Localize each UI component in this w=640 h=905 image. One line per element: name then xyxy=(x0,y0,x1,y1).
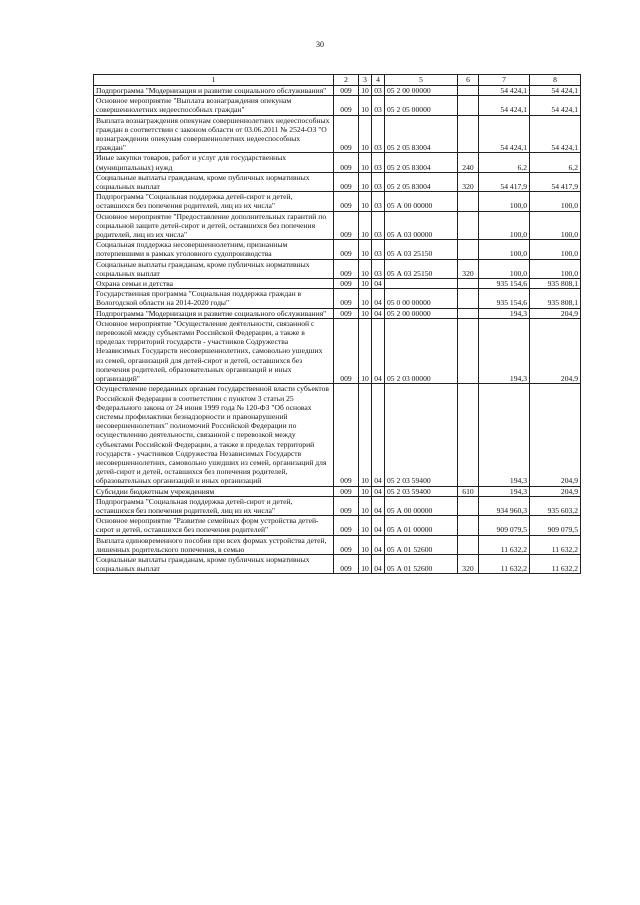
item-name-cell: Основное мероприятие "Выплата вознаграждения опекунам совершеннолетних недееспособных граждан" xyxy=(94,96,334,115)
item-name-cell: Социальная поддержка несовершеннолетним, признанным потерпевшими в рамках уголовного судопроизводства xyxy=(94,240,334,259)
item-name-cell: Основное мероприятие "Предоставление дополнительных гарантий по социальной защите детей-сирот и детей, оставшихся без попечения родителей, лиц из их числа" xyxy=(94,211,334,240)
section-code-cell: 10 xyxy=(359,318,372,383)
table-row xyxy=(94,279,581,289)
amount-col8-cell: 11 632,2 xyxy=(530,535,581,554)
department-code-cell: 009 xyxy=(334,86,359,96)
amount-col8-cell: 935 808,1 xyxy=(530,289,581,308)
table-row xyxy=(94,115,581,153)
table-row xyxy=(94,535,581,554)
item-name-cell: Основное мероприятие "Осуществление деятельности, связанной с перевозкой между субъектами Российской Федерации, а также в пределах территорий государств - участников Содружества Независимых Государств несовершеннолетних, самовольно ушедших из семей, организаций для детей-сирот и детей, оставшихся без попечения родителей, образовательных организаций и иных организаций" xyxy=(94,318,334,383)
department-code-cell: 009 xyxy=(334,318,359,383)
section-code-cell: 10 xyxy=(359,153,372,172)
amount-col8-cell: 204,9 xyxy=(530,318,581,383)
table-row xyxy=(94,384,581,486)
item-name-cell: Выплата единовременного пособия при всех формах устройства детей, лишенных родительского попечения, в семью xyxy=(94,535,334,554)
amount-col7-cell: 194,3 xyxy=(479,318,530,383)
amount-col8-cell: 935 808,1 xyxy=(530,279,581,289)
subsection-code-cell: 04 xyxy=(372,318,385,383)
target-article-cell: 05 2 05 83004 xyxy=(385,153,458,172)
target-article-cell: 05 А 00 00000 xyxy=(385,496,458,515)
expense-type-cell: 320 xyxy=(458,172,479,191)
amount-col7-cell: 54 424,1 xyxy=(479,115,530,153)
department-code-cell: 009 xyxy=(334,535,359,554)
department-code-cell: 009 xyxy=(334,211,359,240)
subsection-code-cell: 04 xyxy=(372,308,385,318)
amount-col8-cell: 935 603,2 xyxy=(530,496,581,515)
expense-type-cell xyxy=(458,115,479,153)
section-code-cell: 10 xyxy=(359,289,372,308)
subsection-code-cell: 04 xyxy=(372,384,385,486)
expense-type-cell xyxy=(458,516,479,535)
section-code-cell: 10 xyxy=(359,279,372,289)
amount-col8-cell: 100,0 xyxy=(530,240,581,259)
item-name-cell: Субсидии бюджетным учреждениям xyxy=(94,486,334,496)
table-row xyxy=(94,259,581,278)
expense-type-cell xyxy=(458,192,479,211)
subsection-code-cell: 03 xyxy=(372,153,385,172)
amount-col7-cell: 100,0 xyxy=(479,211,530,240)
subsection-code-cell: 03 xyxy=(372,259,385,278)
item-name-cell: Подпрограмма "Социальная поддержка детей-сирот и детей, оставшихся без попечения родителей, лиц из их числа" xyxy=(94,496,334,515)
section-code-cell: 10 xyxy=(359,535,372,554)
amount-col7-cell: 54 417,9 xyxy=(479,172,530,191)
item-name-cell: Охрана семьи и детства xyxy=(94,279,334,289)
subsection-code-cell: 03 xyxy=(372,115,385,153)
amount-col8-cell: 100,0 xyxy=(530,192,581,211)
header-cell: 4 xyxy=(372,75,385,86)
amount-col7-cell: 100,0 xyxy=(479,192,530,211)
target-article-cell: 05 А 03 25150 xyxy=(385,259,458,278)
department-code-cell: 009 xyxy=(334,496,359,515)
item-name-cell: Иные закупки товаров, работ и услуг для государственных (муниципальных) нужд xyxy=(94,153,334,172)
department-code-cell: 009 xyxy=(334,153,359,172)
header-cell: 3 xyxy=(359,75,372,86)
target-article-cell: 05 2 05 83004 xyxy=(385,115,458,153)
table-row xyxy=(94,318,581,383)
target-article-cell: 05 2 03 59400 xyxy=(385,384,458,486)
amount-col7-cell: 100,0 xyxy=(479,259,530,278)
target-article-cell: 05 2 00 00000 xyxy=(385,86,458,96)
amount-col7-cell: 935 154,6 xyxy=(479,289,530,308)
item-name-cell: Подпрограмма "Модернизация и развитие социального обслуживания" xyxy=(94,308,334,318)
subsection-code-cell: 04 xyxy=(372,486,385,496)
item-name-cell: Подпрограмма "Модернизация и развитие социального обслуживания" xyxy=(94,86,334,96)
expense-type-cell xyxy=(458,240,479,259)
target-article-cell: 05 2 00 00000 xyxy=(385,308,458,318)
amount-col7-cell: 194,3 xyxy=(479,308,530,318)
expense-type-cell xyxy=(458,279,479,289)
department-code-cell: 009 xyxy=(334,115,359,153)
amount-col7-cell: 54 424,1 xyxy=(479,96,530,115)
amount-col7-cell: 100,0 xyxy=(479,240,530,259)
amount-col8-cell: 204,9 xyxy=(530,308,581,318)
header-cell: 6 xyxy=(458,75,479,86)
item-name-cell: Государственная программа "Социальная поддержка граждан в Вологодской области на 2014-2020 годы" xyxy=(94,289,334,308)
subsection-code-cell: 04 xyxy=(372,554,385,573)
header-cell: 7 xyxy=(479,75,530,86)
subsection-code-cell: 03 xyxy=(372,172,385,191)
department-code-cell: 009 xyxy=(334,289,359,308)
subsection-code-cell: 04 xyxy=(372,279,385,289)
amount-col7-cell: 909 079,5 xyxy=(479,516,530,535)
section-code-cell: 10 xyxy=(359,486,372,496)
section-code-cell: 10 xyxy=(359,496,372,515)
header-cell: 5 xyxy=(385,75,458,86)
table-row xyxy=(94,96,581,115)
amount-col8-cell: 54 424,1 xyxy=(530,115,581,153)
header-row xyxy=(94,75,581,86)
section-code-cell: 10 xyxy=(359,516,372,535)
item-name-cell: Социальные выплаты гражданам, кроме публичных нормативных социальных выплат xyxy=(94,259,334,278)
department-code-cell: 009 xyxy=(334,279,359,289)
expense-type-cell xyxy=(458,535,479,554)
department-code-cell: 009 xyxy=(334,308,359,318)
section-code-cell: 10 xyxy=(359,211,372,240)
amount-col7-cell: 194,3 xyxy=(479,486,530,496)
table-row xyxy=(94,289,581,308)
amount-col8-cell: 54 417,9 xyxy=(530,172,581,191)
target-article-cell: 05 А 01 52600 xyxy=(385,535,458,554)
target-article-cell xyxy=(385,279,458,289)
target-article-cell: 05 А 03 25150 xyxy=(385,240,458,259)
amount-col7-cell: 934 960,3 xyxy=(479,496,530,515)
department-code-cell: 009 xyxy=(334,192,359,211)
department-code-cell: 009 xyxy=(334,516,359,535)
section-code-cell: 10 xyxy=(359,86,372,96)
amount-col8-cell: 54 424,1 xyxy=(530,96,581,115)
amount-col8-cell: 204,9 xyxy=(530,486,581,496)
amount-col7-cell: 194,3 xyxy=(479,384,530,486)
expense-type-cell xyxy=(458,384,479,486)
budget-table xyxy=(93,74,581,574)
header-cell: 1 xyxy=(94,75,334,86)
subsection-code-cell: 04 xyxy=(372,289,385,308)
expense-type-cell xyxy=(458,308,479,318)
expense-type-cell xyxy=(458,318,479,383)
amount-col8-cell: 204,9 xyxy=(530,384,581,486)
expense-type-cell xyxy=(458,289,479,308)
page-number: 30 xyxy=(316,40,324,49)
section-code-cell: 10 xyxy=(359,172,372,191)
subsection-code-cell: 03 xyxy=(372,96,385,115)
target-article-cell: 05 0 00 00000 xyxy=(385,289,458,308)
subsection-code-cell: 04 xyxy=(372,535,385,554)
table-row xyxy=(94,486,581,496)
department-code-cell: 009 xyxy=(334,259,359,278)
item-name-cell: Осуществление переданных органам государственной власти субъектов Российской Федерации в соответствии с пунктом 3 статьи 25 Федерального закона от 24 июня 1999 года № 120-ФЗ "Об основах системы профилактики безнадзорности и правонарушений несовершеннолетних" полномочий Российской Федерации по осуществлению деятельности, связанной с перевозкой между субъектами Российской Федерации, а также в пределах территорий государств - участников Содружества Независимых Государств несовершеннолетних, самовольно ушедших из семей, организаций для детей-сирот и детей, оставшихся без попечения родителей, образовательных организаций и иных организаций xyxy=(94,384,334,486)
amount-col8-cell: 909 079,5 xyxy=(530,516,581,535)
amount-col7-cell: 935 154,6 xyxy=(479,279,530,289)
target-article-cell: 05 А 01 00000 xyxy=(385,516,458,535)
amount-col7-cell: 11 632,2 xyxy=(479,554,530,573)
expense-type-cell xyxy=(458,211,479,240)
amount-col7-cell: 11 632,2 xyxy=(479,535,530,554)
expense-type-cell xyxy=(458,86,479,96)
section-code-cell: 10 xyxy=(359,96,372,115)
amount-col8-cell: 100,0 xyxy=(530,211,581,240)
table-row xyxy=(94,211,581,240)
target-article-cell: 05 А 01 52600 xyxy=(385,554,458,573)
department-code-cell: 009 xyxy=(334,96,359,115)
table-row xyxy=(94,172,581,191)
target-article-cell: 05 А 00 00000 xyxy=(385,192,458,211)
subsection-code-cell: 04 xyxy=(372,516,385,535)
amount-col8-cell: 54 424,1 xyxy=(530,86,581,96)
expense-type-cell: 610 xyxy=(458,486,479,496)
expense-type-cell xyxy=(458,496,479,515)
amount-col8-cell: 100,0 xyxy=(530,259,581,278)
amount-col8-cell: 6,2 xyxy=(530,153,581,172)
target-article-cell: 05 2 05 00000 xyxy=(385,96,458,115)
section-code-cell: 10 xyxy=(359,259,372,278)
table-row xyxy=(94,496,581,515)
item-name-cell: Подпрограмма "Социальная поддержка детей-сирот и детей, оставшихся без попечения родителей, лиц из их числа" xyxy=(94,192,334,211)
subsection-code-cell: 03 xyxy=(372,192,385,211)
section-code-cell: 10 xyxy=(359,192,372,211)
table-row xyxy=(94,308,581,318)
subsection-code-cell: 03 xyxy=(372,86,385,96)
expense-type-cell: 320 xyxy=(458,259,479,278)
table-row xyxy=(94,240,581,259)
amount-col7-cell: 54 424,1 xyxy=(479,86,530,96)
section-code-cell: 10 xyxy=(359,240,372,259)
target-article-cell: 05 2 05 83004 xyxy=(385,172,458,191)
target-article-cell: 05 А 03 00000 xyxy=(385,211,458,240)
department-code-cell: 009 xyxy=(334,486,359,496)
department-code-cell: 009 xyxy=(334,384,359,486)
amount-col7-cell: 6,2 xyxy=(479,153,530,172)
expense-type-cell: 320 xyxy=(458,554,479,573)
section-code-cell: 10 xyxy=(359,554,372,573)
department-code-cell: 009 xyxy=(334,554,359,573)
header-cell: 8 xyxy=(530,75,581,86)
department-code-cell: 009 xyxy=(334,172,359,191)
section-code-cell: 10 xyxy=(359,115,372,153)
table-row xyxy=(94,192,581,211)
table-row xyxy=(94,516,581,535)
subsection-code-cell: 04 xyxy=(372,496,385,515)
target-article-cell: 05 2 03 00000 xyxy=(385,318,458,383)
table-row xyxy=(94,554,581,573)
item-name-cell: Социальные выплаты гражданам, кроме публичных нормативных социальных выплат xyxy=(94,554,334,573)
department-code-cell: 009 xyxy=(334,240,359,259)
expense-type-cell: 240 xyxy=(458,153,479,172)
target-article-cell: 05 2 03 59400 xyxy=(385,486,458,496)
item-name-cell: Выплата вознаграждения опекунам совершеннолетних недееспособных граждан в соответствии с законом области от 03.06.2011 № 2524-ОЗ "О вознаграждении опекунам совершеннолетних недееспособных граждан" xyxy=(94,115,334,153)
item-name-cell: Социальные выплаты гражданам, кроме публичных нормативных социальных выплат xyxy=(94,172,334,191)
expense-type-cell xyxy=(458,96,479,115)
table-row xyxy=(94,86,581,96)
section-code-cell: 10 xyxy=(359,308,372,318)
table-row xyxy=(94,153,581,172)
header-cell: 2 xyxy=(334,75,359,86)
subsection-code-cell: 03 xyxy=(372,211,385,240)
subsection-code-cell: 03 xyxy=(372,240,385,259)
amount-col8-cell: 11 632,2 xyxy=(530,554,581,573)
section-code-cell: 10 xyxy=(359,384,372,486)
item-name-cell: Основное мероприятие "Развитие семейных форм устройства детей-сирот и детей, оставшихся без попечения родителей" xyxy=(94,516,334,535)
